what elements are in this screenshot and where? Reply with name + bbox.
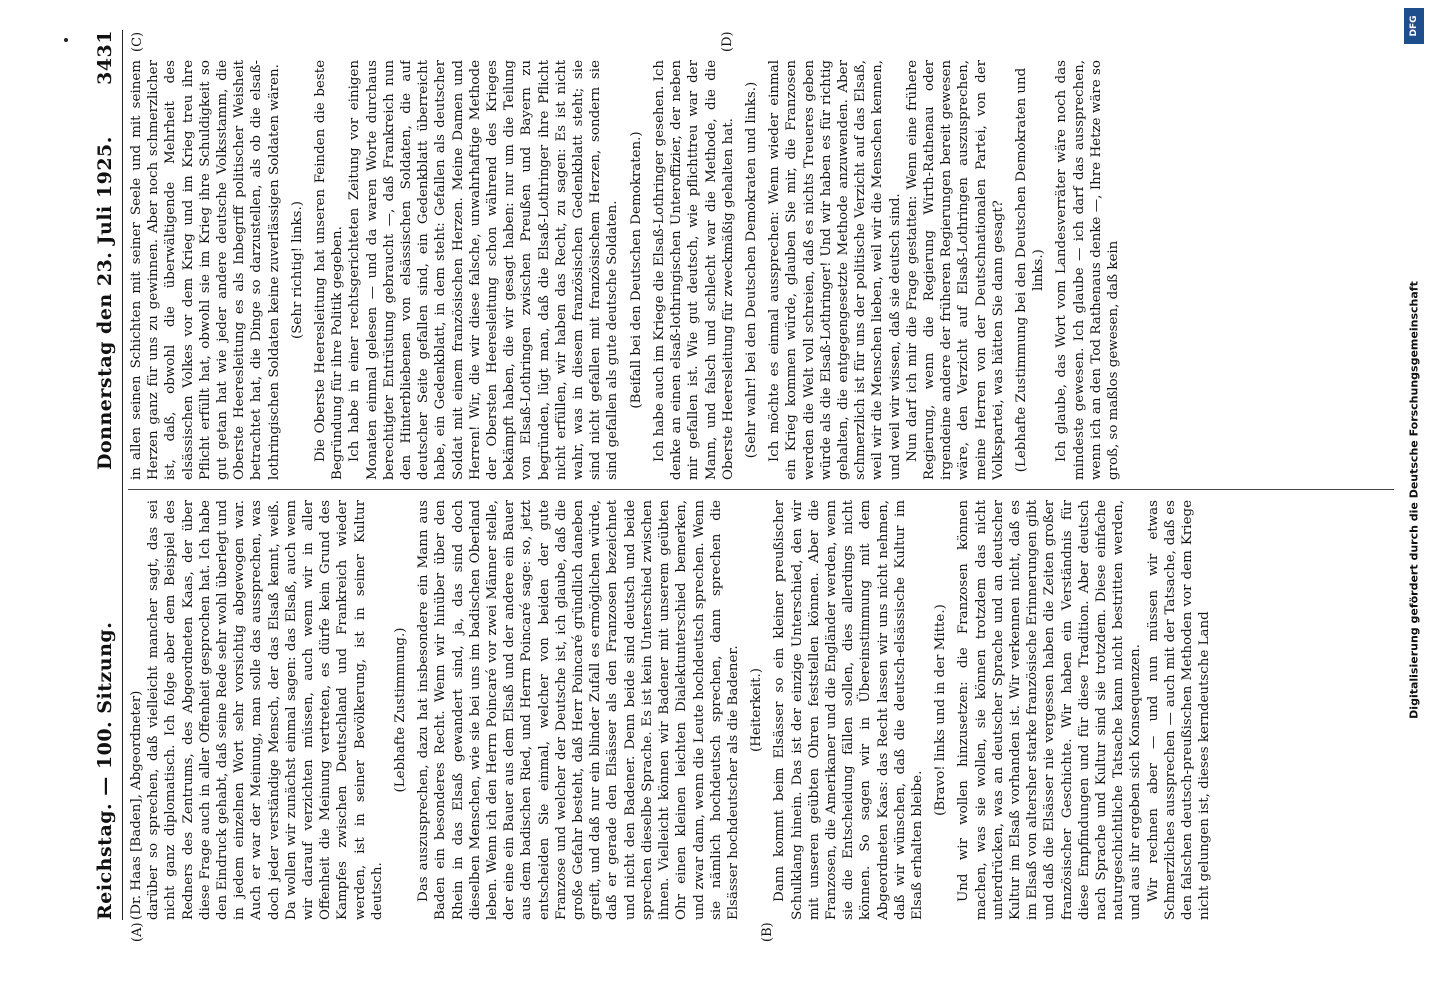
interjection: (Sehr richtig! links.) [289,201,305,339]
interjection: (Sehr wahr! bei den Deutschen Demokraten und links.) [743,81,759,459]
dfg-logo: DFG [1404,8,1424,44]
paragraph: Ich habe auch im Kriege die Elsaß-Lothringer gesehen. Ich denke an einen elsaß-lothringischen Unteroffizier, der neben mir gefallen ist. Wie gut deutsch, wie pflichttreu war der Mann, und falsch und schlecht war die Methode, die die Oberste Heeresleitung für zweckmäßig gehalten hat. [651,60,736,480]
interjection: (Lebhafte Zustimmung.) [393,627,409,793]
margin-marker-c: (C) [130,31,145,52]
interjection: (Beifall bei den Deutschen Demokraten.) [628,131,644,409]
paragraph: Wir rechnen aber — und nun müssen wir etwas Schmerzliches aussprechen — auch mit der Tatsache, daß es den falschen deutsch-preußischen Methoden vor dem Kriege nicht gelungen ist, dieses kerndeutsche Land [1145,500,1213,920]
interjection: (Bravo! links und in der Mitte.) [933,604,949,816]
paragraph: Dann kommt beim Elsässer so ein kleiner preußischer Schulklang hinein. Das ist der einzige Unterschied, den wir mit unseren geübten Ohren feststellen können. Aber die Franzosen, die Amerikaner und die Engländer werden, wenn sie die Entscheidung fällen sollen, dies allerdings nicht können. So sagen wir in Übereinstimmung mit dem Abgeordneten Kaas: das Recht lassen wir uns nicht nehmen, daß wir wünschen, daß die deutsch-elsässische Kultur im Elsaß erhalten bleibe. [772,500,925,920]
paragraph: Ich habe in einer rechtsgerichteten Zeitung vor einigen Monaten einmal gelesen — und da waren Worte durchaus berechtigter Entrüstung gebraucht —, daß Frankreich nun den Hinterbliebenen von elsässischen Soldaten, die auf deutscher Seite gefallen sind, ein Gedenkblatt überreicht habe, ein Gedenkblatt, in dem steht: Gefallen als deutscher Soldat mit einem französischen Herzen. Meine Damen und Herren! Wir, die wir diese falsche, unwahrhaftige Methode der Obersten Heeresleitung schon während des Krieges bekämpft haben, die wir gesagt haben: nur um die Teilung von Elsaß-Lothringen zwischen Preußen und Bayern zu begründen, lügt man, daß die Elsaß-Lothringer ihre Pflicht nicht erfüllen, wir haben das Recht, zu sagen: Es ist nicht wahr, was in diesem französischen Gedenkblatt steht; sie sind nicht gefallen mit französischem Herzen, sondern sie sind gefallen als gute deutsche Soldaten. [347,60,621,480]
page-header [88,30,123,920]
page-number: 3431 [94,30,116,85]
header-session: Reichstag. — 100. Sitzung. [94,621,116,920]
paragraph: Ich glaube, das Wort vom Landesverräter wäre noch das mindeste gewesen. Ich glaube — ich darf das aussprechen, wenn ich an den Tod Rathenaus denke —, Ihre Hetze wäre so groß, so maßlos gewesen, daß kein [1054,60,1121,480]
credit-text: Digitalisierung gefördert durch die Deutsche Forschungsgemeinschaft [1407,281,1421,719]
margin-marker-a: (A) [130,922,145,942]
paragraph: Nun darf ich mir die Frage gestatten: Wenn eine frühere Regierung, wenn die Regierung Wirth-Rathenau oder irgendeine andere der früheren Regierungen bereit gewesen wäre, den Verzicht auf Elsaß-Lothringen auszusprechen, meine Herren von der Deutschnationalen Partei, von der Volkspartei, was hätten Sie dann gesagt? [904,60,1006,480]
text-column-left [128,500,1394,920]
paragraph: Das auszusprechen, dazu hat insbesondere ein Mann aus Baden ein besonderes Recht. Wenn wir hinüber über den Rhein in das Elsaß gewandert sind, ja, das sind doch dieselben Menschen, wie sie bei uns im badischen Oberland leben. Wenn ich den Herrn Poincaré vor zwei Männer stelle, der eine ein Bauer aus dem Elsaß und der andere ein Bauer aus dem badischen Ried, und Herrn Poincaré sage: so, jetzt entscheiden Sie einmal, welcher von beiden der gute Franzose und welcher der Deutsche ist, ich glaube, daß die große Gefahr besteht, daß Herr Poincaré gründlich daneben greift, und daß nur ein blinder Zufall es ermöglichen würde, daß er gerade den Elsässer als den Franzosen bezeichnet und nicht den Badener. Denn beide sind deutsch und beide sprechen dieselbe Sprache. Es ist kein Unterschied zwischen ihnen. Vielleicht können wir Badener mit unserem geübten Ohr einen kleinen leichten Dialektunterschied bemerken, und zwar dann, wenn die Leute hochdeutsch sprechen. Wenn sie nämlich hochdeutsch sprechen, dann sprechen die Elsässer hochdeutscher als die Badener. [416,500,741,920]
ink-speck [64,38,68,42]
paragraph: Und wir wollen hinzusetzen: die Franzosen können machen, was sie wollen, sie können trotzdem das nicht unterdrücken, was an deutscher Sprache und an deutscher Kultur im Elsaß vorhanden ist. Wir verkennen nicht, daß es im Elsaß von altersher starke französische Erinnerungen gibt und daß die Elsässer nie vergessen haben die Zeiten großer französischer Geschichte. Wir haben ein Verständnis für diese Empfindungen und für diese Tradition. Aber deutsch nach Sprache und Kultur sind sie trotzdem. Diese einfache naturgeschichtliche Tatsache kann nicht bestritten werden, und aus ihr ergeben sich Konsequenzen. [956,500,1144,920]
header-date: Donnerstag den 23. Juli 1925. [94,136,116,470]
margin-marker-b: (B) [760,922,775,942]
text-column-right [128,60,1394,480]
interjection: (Lebhafte Zustimmung bei den Deutschen Demokraten und links.) [1013,67,1047,473]
margin-marker-d: (D) [720,31,735,52]
column-divider [128,489,1394,490]
paragraph: Ich möchte es einmal aussprechen: Wenn wieder einmal ein Krieg kommen würde, glauben Sie mir, die Franzosen werden die Welt voll schreien, daß es nichts Treueres geben würde als die Elsaß-Lothringer! Und wir haben es für richtig gehalten, die entgegengesetzte Methode anzuwenden. Aber schmerzlich ist für uns der politische Verzicht auf das Elsaß, weil wir die Menschen lieben, weil wir die Menschen kennen, und weil wir wissen, daß sie deutsch sind. [767,60,903,480]
paragraph: darüber so sprechen, daß vielleicht mancher sagt, das sei nicht ganz diplomatisch. Ich folge aber dem Beispiel des Redners des Zentrums, des Abgeordneten Kaas, der über diese Frage auch in aller Offenheit gesprochen hat. Ich habe den Eindruck gehabt, daß seine Rede sehr wohl überlegt und in jedem einzelnen Wort sehr vorsichtig abgewogen war. Auch er war der Meinung, man solle das aussprechen, was doch jeder verständige Mensch, der das Elsaß kennt, weiß. Da wollen wir zunächst einmal sagen: das Elsaß, auch wenn wir darauf verzichten müssen, auch wenn wir in aller Offenheit die Meinung vertreten, es dürfe kein Grund des Kampfes zwischen Deutschland und Frankreich wieder werden, ist in seiner Bevölkerung, ist in seiner Kultur deutsch. [146,500,385,920]
paragraph: in allen seinen Schichten mit seiner Seele und mit seinem Herzen ganz für uns zu gewinnen. Aber noch schmerzlicher ist, daß, obwohl die überwältigende Mehrheit des elsässischen Volkes vor dem Krieg und im Krieg treu ihre Pflicht erfüllt hat, obwohl sie im Krieg ihre Schuldigkeit so gut getan hat wie jeder andere deutsche Volksstamm, die Oberste Heeresleitung es als Inbegriff politischer Weisheit betrachtet hat, die Dinge so darzustellen, als ob die elsaß-lothringischen Soldaten keine zuverlässigen Soldaten wären. [129,60,282,480]
paragraph: Die Oberste Heeresleitung hat unseren Feinden die beste Begründung für ihre Politik gegeben. [313,60,346,480]
interjection: (Heiterkeit.) [749,668,765,752]
paragraph: (Dr. Haas [Baden], Abgeordneter) [129,690,144,920]
